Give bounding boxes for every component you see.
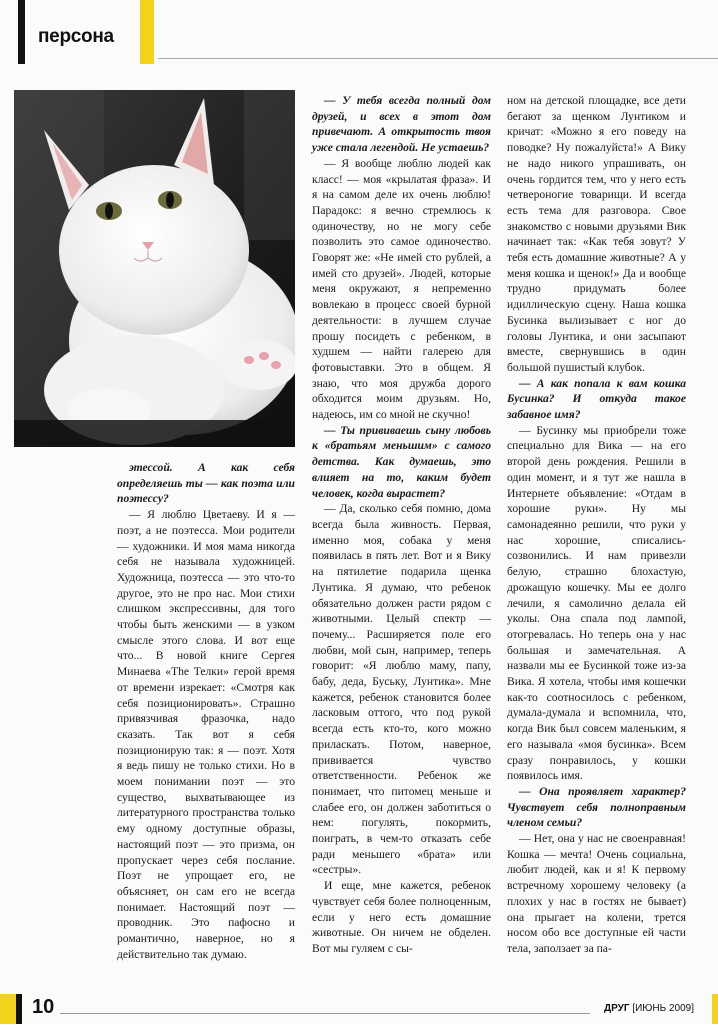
text-column-2 <box>312 93 491 957</box>
question: — У тебя всегда полный дом друзей, и всех в этот дом привечают. А открытость твоя уже стала легендой. Не устаешь? <box>312 94 491 155</box>
issue-date: [ИЮНЬ 2009] <box>632 1003 694 1014</box>
magazine-info <box>604 1003 694 1014</box>
question: — Ты прививаешь сыну любовь к «братьям меньшим» с самого детства. Как думаешь, это влияет на то, каким будет человек, когда вырастет? <box>312 423 491 500</box>
footer-yellow-bar <box>0 994 16 1024</box>
footer-black-bar <box>16 994 22 1024</box>
section-title: персона <box>38 26 114 47</box>
question: — А как попала к вам кошка Бусинка? И откуда такое забавное имя? <box>507 376 686 422</box>
paragraph: — Бусинку мы приобрели тоже специально для Вика — на его второй день рождения. Решили в один момент, и я тут же нашла в Интернете объявление: «Отдам в хорошие руки». Ну мы самонадеянно решили, что руки у нас хорошие, списались-созвонились. И нам привезли белую, страшно блохастую, дрожащую кошечку. Мы ее долго лечили, я самолично делала ей уколы. Она спала под лампой, отогревалась. Но теперь она у нас большая и замечательная. А назвали мы ее Бусинкой тоже из-за Вика. Я хотела, чтобы имя кошечки как-то соотносилось с ребенком, думала-думала и вспомнила, что, когда Вик был совсем маленьким, я его называла «моя бусинка». Всем сразу понравилось, у кошки появилось имя. <box>507 423 686 783</box>
header-rule <box>158 58 718 59</box>
paragraph: — Да, сколько себя помню, дома всегда была живность. Первая, именно моя, собака у меня появилась в пять лет. Вот и я Вику на пятилетие подарила щенка Лунтика. Я думаю, что ребенок обязательно должен расти рядом с животными. Целый спектр — почему... Расширяется поле его любви, мой сын, например, теперь говорит: «Я люблю маму, папу, бабу, деда, Буську, Лунтика». Мне кажется, ребенок становится более ласковым оттого, что под рукой всегда есть кто-то, кого можно приласкать. Потом, наверное, прививается чувство ответственности. Ребенок же понимает, что питомец меньше и слабее его, он должен заботиться о нем: погулять, покормить, поиграть, в чем-то отказать себе ради меньшего «брата» или «сестры». <box>312 502 491 877</box>
paragraph: — Я вообще люблю людей как класс! — моя «крылатая фраза». И я на самом деле их очень люблю! Парадокс: я вечно стремлюсь к одиночеству, но не могу себе позволить это самое одиночество. Говорят же: «Не имей сто рублей, а имей сто друзей». Людей, которые меня окружают, я непременно вовлекаю в процесс своей бурной деятельности: в лучшем случае прошу посидеть с ребенком, в худшем — найти галерею для фотовыставки. Это в общем. Я знаю, что моя дружба дорого обходится моим друзьям. Но, надеюсь, им со мной не скучно! <box>312 156 491 422</box>
paragraph: И еще, мне кажется, ребенок чувствует себя более полноценным, если у него есть домашние животные. Он ничем не обделен. Вот мы гуляем с сы- <box>312 879 491 955</box>
footer-yellow-right <box>712 994 718 1024</box>
paragraph: — Я люблю Цветаеву. И я — поэт, а не поэтесса. Мои родители — художники. И моя мама никогда себя не называла художницей. Художница, поэтесса — это что-то другое, это не про нас. Мои стихи слишком экспрессивны, для того чтобы быть женскими — в узком смысле этого слова. И вот еще что... В новой книге Сергея Минаева «The Телки» герой время от времени изрекает: «Смотря как себя позиционировать». Страшно привязчивая фразочка, надо сказать. Так вот я себя позиционирую так: я — поэт. Хотя я ведь пишу не только стихи. Но в моем понимании поэт — это существо, выхватывающее из литературного пространства только ему одному доступные образы, настоящий поэт — это призма, он пропускает через себя послание. Поэт не упрощает его, не объясняет, он сам его не всегда понимает. Настоящий поэт — проводник. Это пафосно и романтично, наверное, но я действительно так думаю. <box>117 508 295 961</box>
page-number: 10 <box>32 996 55 1018</box>
magazine-name: ДРУГ <box>604 1003 630 1014</box>
text-column-1 <box>117 460 295 963</box>
question: этессой. А как себя определяешь ты — как поэта или поэтессу? <box>117 461 295 506</box>
white-cat-illustration <box>14 90 295 447</box>
header-black-bar <box>18 0 25 64</box>
cat-photo <box>14 90 295 447</box>
header-yellow-bar <box>140 0 154 64</box>
footer-rule <box>60 1013 590 1014</box>
paragraph: ном на детской площадке, все дети бегают за щенком Лунтиком и кричат: «Можно я его поведу на поводке? Ну пожалуйста!» А Вику не надо никого упрашивать, он очень гордится тем, что у него есть четвероногие товарищи. И всегда есть тема для разговора. Свое знакомство с новыми друзьями Вик начинает так: «Как тебя зовут? У тебя есть домашние животные? А у меня кошка и щенок!» Да и вообще трудно придумать более идиллическую сцену. Наша кошка Бусинка вылизывает с ног до головы Лунтика, и они засыпают вместе, свернувшись в один большой пушистый клубок. <box>507 94 686 374</box>
paragraph: — Нет, она у нас не своенравная! Кошка — мечта! Очень социальна, любит людей, как и я! К первому встречному хорошему человеку (а плохих у нас в гостях не бывает) она прыгает на колени, трется носом обо все доступные ей части тела, заползает за па- <box>507 832 686 955</box>
text-column-3 <box>507 93 686 957</box>
question: — Она проявляет характер? Чувствует себя полноправным членом семьи? <box>507 784 686 830</box>
